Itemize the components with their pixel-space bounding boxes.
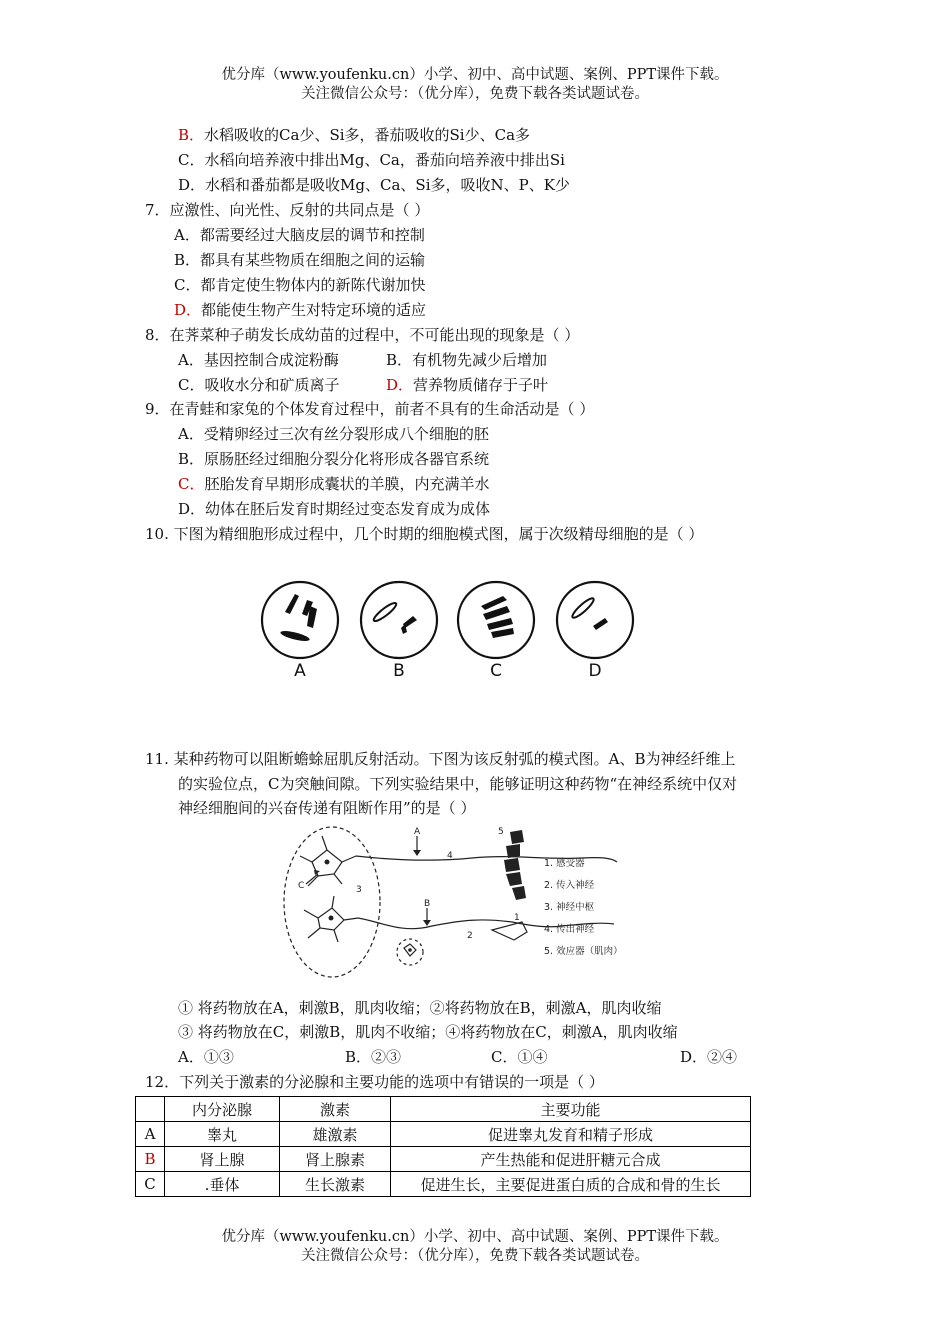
row-key: C bbox=[136, 1172, 165, 1197]
cell-label-b: B bbox=[393, 661, 405, 681]
row-hormone: 生长激素 bbox=[280, 1172, 391, 1197]
label-1: 1 bbox=[514, 913, 520, 923]
q7-option-d-label: D． bbox=[174, 301, 202, 319]
legend-1: 1. 感受器 bbox=[544, 858, 585, 869]
q11-stem-3: 神经细胞间的兴奋传递有阻断作用”的是（ ） bbox=[178, 799, 476, 817]
q9-option-d: D．幼体在胚后发育时期经过变态发育成为成体 bbox=[178, 500, 491, 518]
q8-stem: 8．在荠菜种子萌发长成幼苗的过程中，不可能出现的现象是（ ） bbox=[145, 326, 580, 344]
table-header-function: 主要功能 bbox=[391, 1097, 751, 1122]
q12-stem: 12．下列关于激素的分泌腺和主要功能的选项中有错误的一项是（ ） bbox=[145, 1073, 604, 1091]
label-c: C bbox=[298, 881, 305, 891]
q6-option-b bbox=[178, 124, 530, 146]
q6-option-b-text: 水稻吸收的Ca少、Si多，番茄吸收的Si少、Ca多 bbox=[204, 126, 531, 144]
q11-option-c: C．①④ bbox=[491, 1048, 548, 1066]
q9-option-c-text: 胚胎发育早期形成囊状的羊膜，内充满羊水 bbox=[204, 475, 490, 493]
q11-option-a: A．①③ bbox=[178, 1048, 234, 1066]
table-header-row bbox=[136, 1097, 751, 1122]
q6-option-c-text: 水稻向培养液中排出Mg、Ca，番茄向培养液中排出Si bbox=[204, 151, 565, 169]
q6-option-d-label: D． bbox=[178, 176, 206, 194]
row-gland: 睾丸 bbox=[165, 1122, 280, 1147]
row-function: 促进生长，主要促进蛋白质的合成和骨的生长 bbox=[391, 1172, 751, 1197]
q7-option-d-text: 都能使生物产生对特定环境的适应 bbox=[201, 301, 427, 319]
q6-option-c bbox=[178, 149, 565, 171]
label-a: A bbox=[414, 827, 421, 837]
legend-4: 4. 传出神经 bbox=[544, 924, 595, 935]
legend-3: 3. 神经中枢 bbox=[544, 902, 595, 913]
q6-option-c-label: C． bbox=[178, 151, 205, 169]
q11-item-2: ③ 将药物放在C，刺激B，肌肉不收缩；④将药物放在C，刺激A，肌肉收缩 bbox=[178, 1023, 678, 1041]
q11-option-d: D．②④ bbox=[680, 1048, 738, 1066]
table-row bbox=[136, 1122, 751, 1147]
row-gland: 肾上腺 bbox=[165, 1147, 280, 1172]
q9-option-a: A．受精卵经过三次有丝分裂形成八个细胞的胚 bbox=[178, 425, 489, 443]
hormone-table bbox=[135, 1096, 751, 1197]
page-header-line2: 关注微信公众号：（优分库），免费下载各类试题试卷。 bbox=[301, 86, 649, 102]
label-5: 5 bbox=[498, 827, 504, 837]
q11-stem-2: 的实验位点，C为突触间隙。下列实验结果中，能够证明这种药物“在神经系统中仅对 bbox=[178, 775, 738, 793]
row-gland: .垂体 bbox=[165, 1172, 280, 1197]
q10-stem: 10. 下图为精细胞形成过程中，几个时期的细胞模式图，属于次级精母细胞的是（ ） bbox=[145, 525, 704, 543]
q6-option-d bbox=[178, 174, 570, 196]
row-hormone: 肾上腺素 bbox=[280, 1147, 391, 1172]
page-footer-line2: 关注微信公众号：（优分库），免费下载各类试题试卷。 bbox=[301, 1248, 649, 1264]
cell-label-a: A bbox=[294, 661, 306, 681]
table-header-gland: 内分泌腺 bbox=[165, 1097, 280, 1122]
q8-option-d-text: 营养物质储存于子叶 bbox=[413, 376, 549, 394]
q11-stem-1: 11. 某种药物可以阻断蟾蜍屈肌反射活动。下图为该反射弧的模式图。A、B为神经纤维上 bbox=[145, 750, 736, 768]
label-4: 4 bbox=[447, 851, 453, 861]
q8-option-b: B．有机物先减少后增加 bbox=[386, 351, 548, 369]
cell-label-d: D bbox=[588, 661, 602, 681]
q9-option-c-label: C． bbox=[178, 475, 205, 493]
row-hormone: 雄激素 bbox=[280, 1122, 391, 1147]
q8-option-d-label: D． bbox=[386, 376, 414, 394]
q6-option-b-label: B． bbox=[178, 126, 205, 144]
label-2: 2 bbox=[467, 931, 473, 941]
table-header-hormone: 激素 bbox=[280, 1097, 391, 1122]
cell-label-c: C bbox=[490, 661, 502, 681]
table-header-key bbox=[136, 1097, 165, 1122]
q7-option-c: C．都肯定使生物体内的新陈代谢加快 bbox=[174, 276, 426, 294]
q8-option-c: C．吸收水分和矿质离子 bbox=[178, 376, 340, 394]
row-key: A bbox=[136, 1122, 165, 1147]
row-function: 促进睾丸发育和精子形成 bbox=[391, 1122, 751, 1147]
q9-option-b: B．原肠胚经过细胞分裂分化将形成各器官系统 bbox=[178, 450, 490, 468]
q7-option-b: B．都具有某些物质在细胞之间的运输 bbox=[174, 251, 426, 269]
legend-2: 2. 传入神经 bbox=[544, 880, 595, 891]
page-footer-line1: 优分库（www.youfenku.cn）小学、初中、高中试题、案例、PPT课件下载。 bbox=[221, 1229, 729, 1245]
q11-option-b: B．②③ bbox=[345, 1048, 402, 1066]
table-row bbox=[136, 1147, 751, 1172]
label-b: B bbox=[424, 899, 431, 909]
q8-option-d bbox=[386, 374, 548, 396]
q7-stem: 7．应激性、向光性、反射的共同点是（ ） bbox=[145, 201, 430, 219]
legend-5: 5. 效应器（肌肉） bbox=[544, 946, 623, 957]
q10-cell-figure bbox=[255, 572, 645, 684]
q11-item-1: ① 将药物放在A，刺激B，肌肉收缩；②将药物放在B，刺激A，肌肉收缩 bbox=[178, 999, 662, 1017]
q8-option-a: A．基因控制合成淀粉酶 bbox=[178, 351, 339, 369]
q9-option-c bbox=[178, 473, 490, 495]
q7-option-a: A．都需要经过大脑皮层的调节和控制 bbox=[174, 226, 425, 244]
label-3: 3 bbox=[356, 885, 362, 895]
row-key: B bbox=[136, 1147, 165, 1172]
reflex-arc-diagram bbox=[282, 822, 652, 988]
q9-stem: 9．在青蛙和家兔的个体发育过程中，前者不具有的生命活动是（ ） bbox=[145, 400, 595, 418]
page-header-line1: 优分库（www.youfenku.cn）小学、初中、高中试题、案例、PPT课件下载。 bbox=[221, 67, 729, 83]
table-row bbox=[136, 1172, 751, 1197]
row-function: 产生热能和促进肝糖元合成 bbox=[391, 1147, 751, 1172]
q7-option-d bbox=[174, 299, 426, 321]
q6-option-d-text: 水稻和番茄都是吸收Mg、Ca、Si多，吸收N、P、K少 bbox=[205, 176, 570, 194]
